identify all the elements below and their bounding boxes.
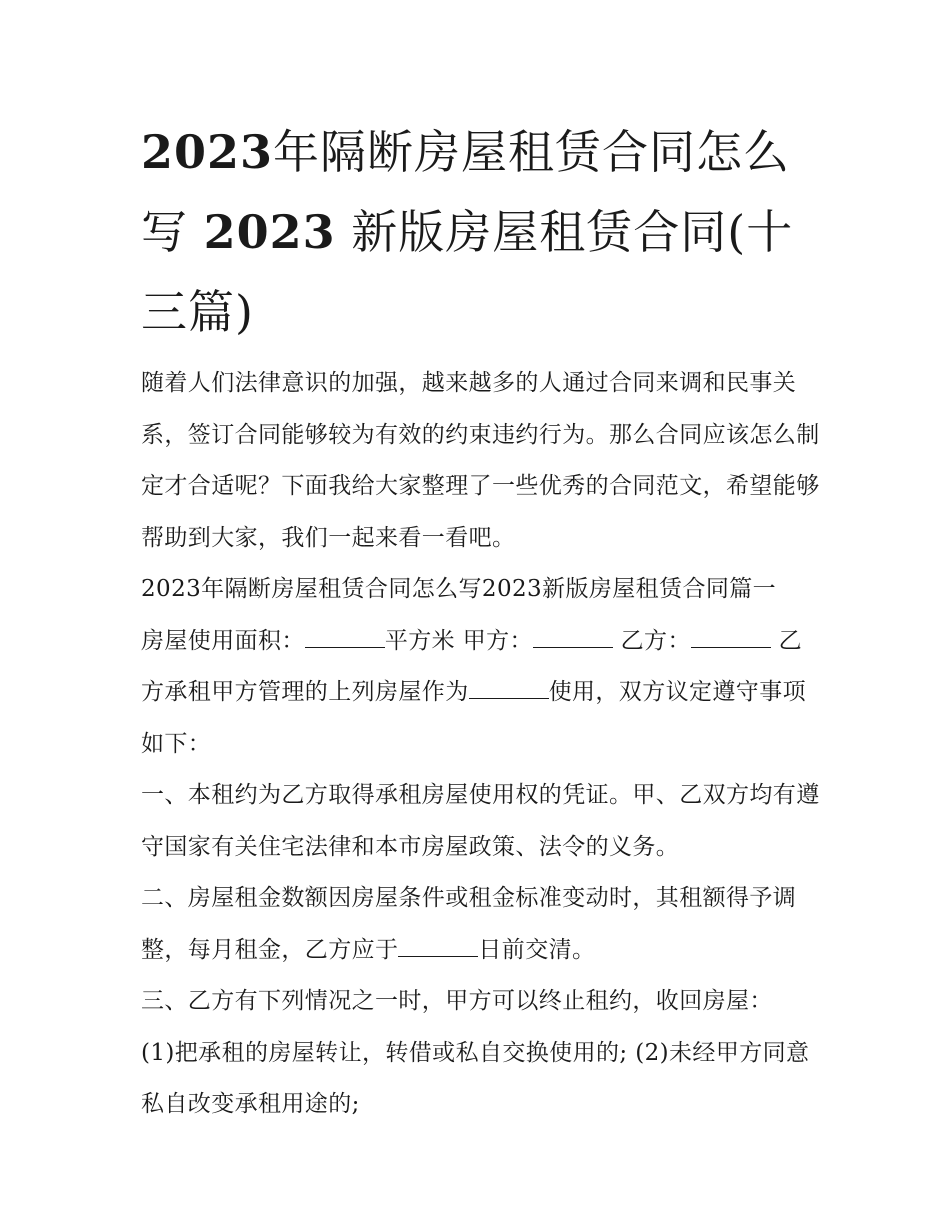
clause-2-before: 二、房屋租金数额因房屋条件或租金标准变动时，其租额得予调整，每月租金，乙方应于 — [141, 885, 797, 963]
clause-2 — [141, 873, 821, 976]
blank-underline — [691, 629, 771, 648]
blank-underline — [398, 938, 478, 957]
section-heading: 2023年隔断房屋租赁合同怎么写2023新版房屋租赁合同篇一 — [141, 576, 777, 602]
usage-before: 乙方承租甲方管理的上列房屋作为 — [141, 627, 802, 705]
intro-paragraph: 随着人们法律意识的加强，越来越多的人通过合同来调和民事关系，签订合同能够较为有效的约束违约行为。那么合同应该怎么制定才合适呢？下面我给大家整理了一些优秀的合同范文，希望能够帮助到大家，我们一起来看一看吧。 — [141, 370, 820, 551]
area-label: 房屋使用面积： — [141, 627, 305, 654]
document-page — [141, 112, 821, 1131]
clause-1: 一、本租约为乙方取得承租房屋使用权的凭证。甲、乙双方均有遵守国家有关住宅法律和本市房屋政策、法令的义务。 — [141, 782, 820, 860]
title-year: 2023 — [203, 205, 336, 259]
title-text: 新版房屋租赁合同(十三篇) — [141, 205, 794, 339]
area-line — [141, 616, 821, 771]
usage-after: 使用，双方议定遵守事项如下： — [141, 679, 807, 757]
blank-underline — [305, 629, 385, 648]
clause-3-items: (1)把承租的房屋转让，转借或私自交换使用的; (2)未经甲方同意私自改变承租用途的; — [141, 1039, 810, 1117]
area-unit: 平方米 — [384, 627, 456, 654]
clause-3: 三、乙方有下列情况之一时，甲方可以终止租约，收回房屋： — [141, 988, 773, 1014]
party-a-label: 甲方： — [462, 627, 533, 654]
clause-2-after: 日前交清。 — [478, 936, 596, 963]
party-b-label: 乙方： — [620, 627, 691, 654]
blank-underline — [469, 680, 549, 699]
title-year: 2023 — [141, 125, 274, 179]
blank-underline — [533, 629, 613, 648]
title-text: 年隔断房屋租赁合同怎么写 — [141, 125, 791, 259]
document-title — [141, 112, 821, 352]
